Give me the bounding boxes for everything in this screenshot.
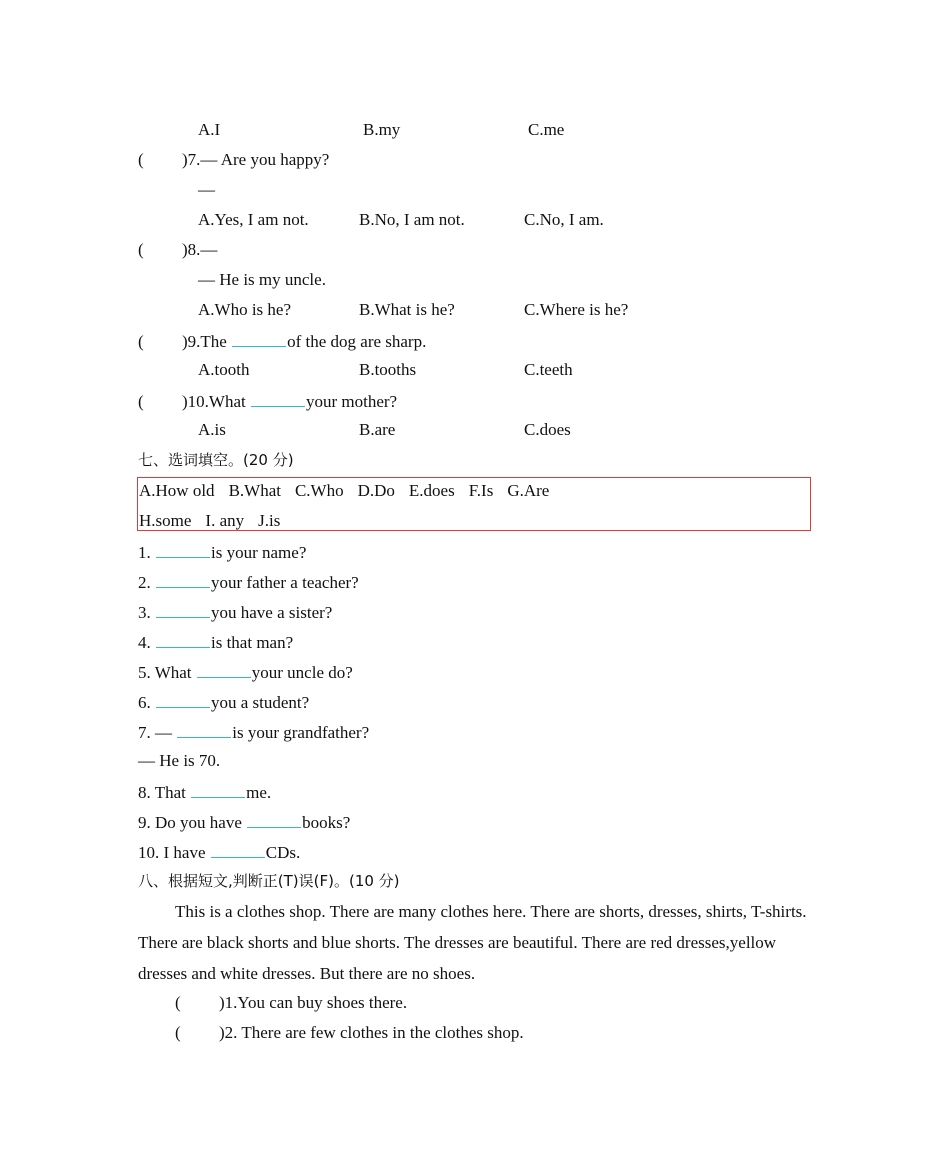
q10-option-c: C.does	[524, 420, 571, 439]
fill-item-7	[138, 721, 369, 743]
fill-item-prefix: 4.	[138, 633, 155, 652]
fill-item-1	[138, 541, 306, 563]
question-7-answer-line: —	[198, 180, 215, 199]
fill-item-9	[138, 811, 350, 833]
word-bank-row-2	[139, 511, 294, 531]
fill-item-prefix: 2.	[138, 573, 155, 592]
fill-blank[interactable]	[197, 661, 251, 678]
q8-option-c: C.Where is he?	[524, 300, 629, 319]
fill-item-prefix: 9. Do you have	[138, 813, 247, 832]
q7-option-b: B.No, I am not.	[359, 210, 465, 229]
fill-blank[interactable]	[156, 691, 210, 708]
fill-item-text: is your name?	[211, 543, 307, 562]
q6-option-b: B.my	[363, 120, 401, 139]
word-option: D.Do	[357, 481, 395, 500]
fill-item-text: you have a sister?	[211, 603, 333, 622]
q8-option-b: B.What is he?	[359, 300, 455, 319]
question-9-stem-start: )9.The	[182, 332, 232, 351]
question-8-stem: )8.—	[182, 240, 218, 259]
fill-blank[interactable]	[156, 541, 210, 558]
section-7-title: 七、选词填空。(20 分)	[138, 451, 294, 469]
fill-blank[interactable]	[156, 631, 210, 648]
q7-option-a: A.Yes, I am not.	[198, 210, 309, 229]
fill-item-prefix: 6.	[138, 693, 155, 712]
answer-paren[interactable]: (	[138, 150, 144, 169]
q6-option-c: C.me	[528, 120, 565, 139]
fill-blank[interactable]	[156, 601, 210, 618]
fill-item-text: you a student?	[211, 693, 310, 712]
question-10-stem-start: )10.What	[182, 392, 250, 411]
answer-paren[interactable]: (	[138, 392, 144, 411]
question-9	[138, 330, 426, 352]
word-option: F.Is	[468, 481, 494, 500]
q8-option-a: A.Who is he?	[198, 300, 292, 319]
question-8-reply: — He is my uncle.	[198, 270, 326, 289]
fill-item-text: is that man?	[211, 633, 294, 652]
judge-question-2-text: )2. There are few clothes in the clothes shop.	[219, 1023, 524, 1042]
fill-item-6	[138, 691, 309, 713]
answer-paren[interactable]: (	[175, 993, 181, 1012]
fill-item-2	[138, 571, 359, 593]
question-10-stem-end: your mother?	[305, 392, 398, 411]
fill-blank[interactable]	[177, 721, 231, 738]
fill-blank[interactable]	[156, 571, 210, 588]
fill-item-text: your uncle do?	[251, 663, 353, 682]
fill-item-text: CDs.	[265, 843, 301, 862]
judge-question-1-text: )1.You can buy shoes there.	[219, 993, 408, 1012]
fill-blank[interactable]	[191, 781, 245, 798]
q9-option-b: B.tooths	[359, 360, 417, 379]
reading-passage: This is a clothes shop. There are many clothes here. There are shorts, dresses, shirts, T-shirts. There are black shorts and blue shorts. The dresses are beautiful. There are red dresses,yellow dresses and white dresses. But there are no shoes.	[138, 902, 807, 983]
fill-blank[interactable]	[251, 390, 305, 407]
question-7	[138, 150, 329, 170]
question-7-stem: )7.— Are you happy?	[182, 150, 330, 169]
fill-item-prefix: 8. That	[138, 783, 191, 802]
fill-item-prefix: 3.	[138, 603, 155, 622]
word-option: A.How old	[139, 481, 215, 500]
fill-item-8	[138, 781, 271, 803]
answer-paren[interactable]: (	[175, 1023, 181, 1042]
fill-item-4	[138, 631, 293, 653]
word-option: C.Who	[294, 481, 344, 500]
fill-item-text: books?	[302, 813, 351, 832]
word-option: J.is	[258, 511, 281, 530]
fill-item-prefix: 7. —	[138, 723, 177, 742]
judge-question-1	[175, 993, 407, 1013]
fill-item-10	[138, 841, 300, 863]
word-bank-row-1	[139, 481, 563, 501]
word-option: G.Are	[507, 481, 550, 500]
fill-item-prefix: 10. I have	[138, 843, 210, 862]
fill-blank[interactable]	[232, 330, 286, 347]
word-option: E.does	[408, 481, 455, 500]
q7-option-c: C.No, I am.	[524, 210, 604, 229]
answer-paren[interactable]: (	[138, 240, 144, 259]
fill-item-5	[138, 661, 353, 683]
fill-item-7-reply: — He is 70.	[138, 751, 221, 770]
word-option: H.some	[139, 511, 192, 530]
word-bank-box	[137, 477, 811, 531]
q9-option-c: C.teeth	[524, 360, 573, 379]
q6-option-a: A.I	[198, 120, 221, 139]
fill-item-prefix: 5. What	[138, 663, 196, 682]
q9-option-a: A.tooth	[198, 360, 250, 379]
q10-option-a: A.is	[198, 420, 226, 439]
fill-item-text: me.	[246, 783, 272, 802]
word-option: B.What	[228, 481, 281, 500]
fill-blank[interactable]	[211, 841, 265, 858]
section-8-title: 八、根据短文,判断正(T)误(F)。(10 分)	[138, 872, 400, 890]
word-option: I. any	[205, 511, 245, 530]
answer-paren[interactable]: (	[138, 332, 144, 351]
question-9-stem-end: of the dog are sharp.	[287, 332, 427, 351]
judge-question-2	[175, 1023, 524, 1043]
q10-option-b: B.are	[359, 420, 396, 439]
fill-item-3	[138, 601, 332, 623]
question-10	[138, 390, 397, 412]
fill-blank[interactable]	[247, 811, 301, 828]
fill-item-prefix: 1.	[138, 543, 155, 562]
fill-item-text: is your grandfather?	[232, 723, 370, 742]
question-8	[138, 240, 217, 260]
fill-item-text: your father a teacher?	[211, 573, 359, 592]
